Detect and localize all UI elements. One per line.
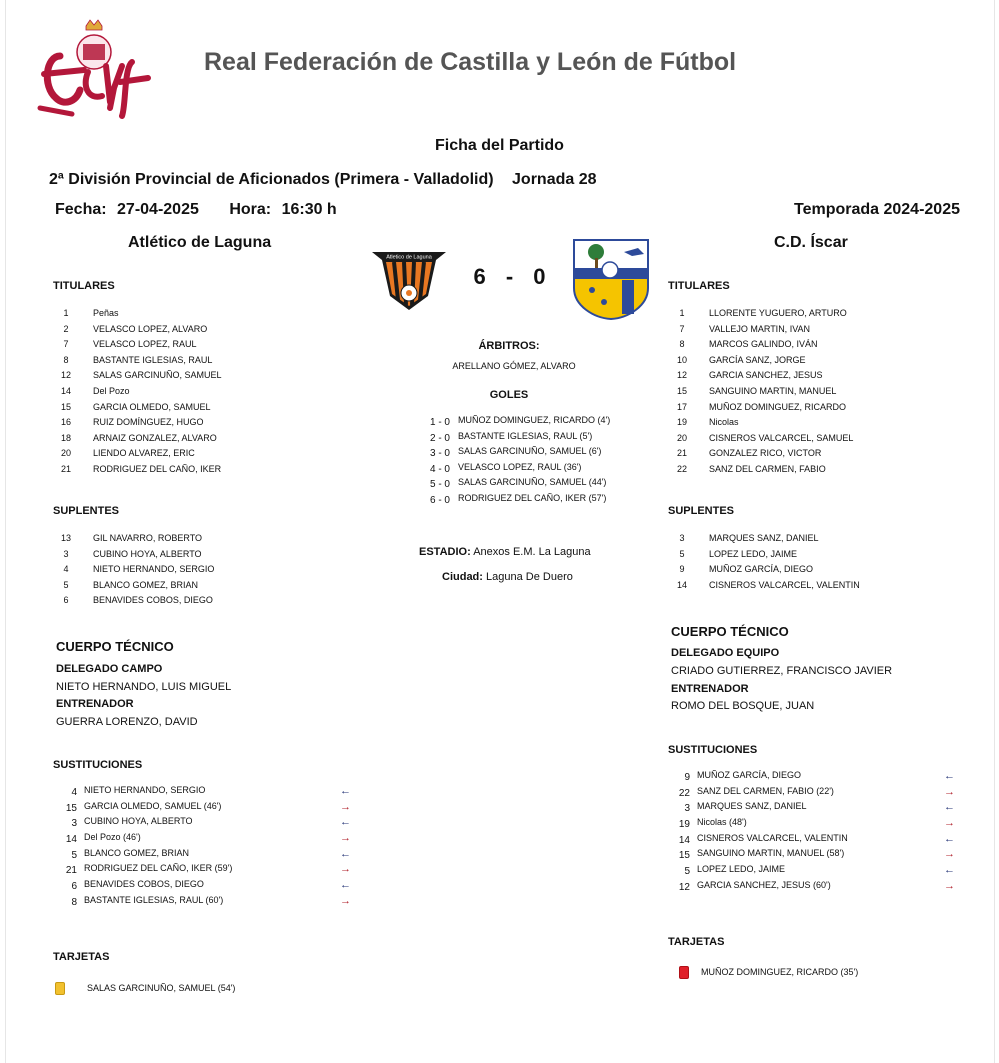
goal-row: [420, 462, 680, 478]
away-crest: [572, 238, 650, 320]
goals-title: GOLES: [489, 389, 529, 401]
player-row: [57, 402, 337, 418]
player-name: VELASCO LOPEZ, RAUL: [93, 339, 197, 350]
away-staff-role: ENTRENADOR: [671, 683, 749, 695]
goal-score: 2 - 0: [429, 432, 450, 444]
player-number: 1: [63, 308, 69, 318]
arrow-right-icon: →: [340, 863, 351, 876]
player-row: [57, 370, 337, 386]
player-number: 16: [60, 417, 71, 428]
city-line: [442, 571, 573, 583]
substitution-number: 6: [71, 881, 77, 893]
away-starters-title: TITULARES: [668, 280, 730, 292]
substitution-row: [55, 816, 355, 832]
player-name: GARCIA SANCHEZ, JESUS: [709, 370, 823, 381]
arrow-left-icon: ←: [340, 816, 351, 829]
player-name: LLORENTE YUGUERO, ARTURO: [709, 308, 847, 318]
home-subs-list: [57, 533, 337, 611]
player-name: LOPEZ LEDO, JAIME: [709, 548, 798, 559]
time-label: Hora:: [229, 201, 272, 218]
substitution-row: [668, 770, 963, 786]
goal-score: 1 - 0: [429, 417, 450, 428]
home-cards-title: TARJETAS: [53, 951, 110, 963]
player-row: [57, 386, 337, 402]
substitution-player: SANZ DEL CARMEN, FABIO (22'): [697, 785, 834, 796]
away-card-row: [679, 966, 859, 979]
player-row: [673, 564, 953, 580]
player-number: 13: [60, 533, 71, 543]
goal-scorer: MUÑOZ DOMINGUEZ, RICARDO (4'): [458, 415, 611, 425]
player-number: 7: [63, 339, 69, 350]
player-number: 18: [60, 432, 71, 443]
home-staff-role: ENTRENADOR: [56, 698, 134, 710]
arrow-left-icon: ←: [340, 847, 351, 860]
player-number: 12: [60, 370, 71, 381]
federation-logo: [36, 16, 156, 120]
substitution-player: MUÑOZ GARCÍA, DIEGO: [697, 770, 802, 780]
arrow-right-icon: →: [340, 800, 351, 813]
substitution-number: 19: [678, 819, 690, 831]
goal-row: [420, 431, 680, 447]
away-staff-name: CRIADO GUTIERREZ, FRANCISCO JAVIER: [671, 665, 893, 677]
substitution-number: 5: [71, 849, 77, 861]
player-row: [57, 417, 337, 433]
player-name: BENAVIDES COBOS, DIEGO: [93, 595, 213, 606]
player-number: 3: [63, 548, 69, 559]
goal-row: [420, 493, 680, 509]
player-name: MARCOS GALINDO, IVÁN: [709, 339, 818, 350]
substitution-row: [55, 895, 355, 911]
federation-logo-icon: [36, 16, 156, 120]
player-name: SANGUINO MARTIN, MANUEL: [709, 385, 837, 396]
away-subs-title: SUPLENTES: [668, 505, 735, 517]
goal-scorer: SALAS GARCINUÑO, SAMUEL (6'): [458, 446, 602, 457]
substitution-row: [55, 848, 355, 864]
home-starters-title: TITULARES: [53, 280, 115, 292]
player-row: [673, 386, 953, 402]
substitution-row: [668, 848, 963, 864]
substitution-number: 3: [684, 803, 690, 815]
federation-title: Real Federación de Castilla y León de Fútbol: [204, 48, 737, 76]
substitution-row: [668, 786, 963, 802]
player-row: [673, 549, 953, 565]
player-number: 2: [63, 323, 69, 334]
home-card-text: SALAS GARCINUÑO, SAMUEL (54'): [87, 983, 236, 993]
competition-line: [49, 171, 611, 189]
player-name: NIETO HERNANDO, SERGIO: [93, 564, 215, 575]
home-staff-title: CUERPO TÉCNICO: [56, 639, 174, 654]
home-crest-icon: [370, 246, 448, 312]
yellow-card-icon: [55, 982, 65, 995]
final-score: [460, 264, 560, 290]
player-number: 8: [679, 339, 685, 350]
substitution-row: [55, 785, 355, 801]
away-staff-name: ROMO DEL BOSQUE, JUAN: [671, 700, 815, 712]
substitution-number: 9: [684, 772, 690, 783]
substitution-row: [668, 880, 963, 896]
player-number: 7: [679, 323, 685, 334]
player-name: RUIZ DOMÍNGUEZ, HUGO: [93, 417, 204, 428]
away-goals: 0: [533, 264, 547, 289]
document-title: Ficha del Partido: [435, 137, 564, 154]
arrow-left-icon: ←: [340, 879, 351, 892]
player-row: [57, 339, 337, 355]
player-number: 9: [679, 564, 685, 575]
player-row: [57, 595, 337, 611]
player-name: CISNEROS VALCARCEL, SAMUEL: [709, 432, 854, 443]
substitution-number: 5: [684, 866, 690, 878]
player-name: SANZ DEL CARMEN, FABIO: [709, 463, 826, 474]
player-number: 3: [679, 533, 685, 543]
arrow-right-icon: →: [944, 817, 955, 830]
player-name: MUÑOZ GARCÍA, DIEGO: [709, 564, 814, 575]
home-goals: 6: [473, 264, 487, 289]
substitution-number: 14: [678, 834, 690, 846]
goal-score: 5 - 0: [429, 479, 450, 491]
player-number: 10: [676, 354, 687, 365]
substitution-player: NIETO HERNANDO, SERGIO: [84, 785, 206, 795]
player-number: 4: [63, 564, 69, 575]
home-staff-name: GUERRA LORENZO, DAVID: [56, 716, 198, 728]
arrow-right-icon: →: [944, 785, 955, 798]
player-row: [57, 448, 337, 464]
player-name: Peñas: [93, 308, 119, 318]
home-crest-text: Atletico de Laguna: [386, 254, 432, 261]
goal-row: [420, 415, 680, 431]
player-row: [57, 564, 337, 580]
player-name: GIL NAVARRO, ROBERTO: [93, 533, 203, 543]
goal-scorer: BASTANTE IGLESIAS, RAUL (5'): [458, 430, 593, 441]
goal-row: [420, 477, 680, 493]
goal-score: 6 - 0: [429, 494, 450, 506]
player-number: 5: [679, 548, 685, 559]
player-number: 15: [676, 385, 687, 396]
away-starters-list: [673, 308, 953, 480]
player-name: SALAS GARCINUÑO, SAMUEL: [93, 370, 222, 381]
player-row: [673, 580, 953, 596]
round-label: Jornada 28: [512, 171, 597, 188]
goals-list: [420, 415, 680, 509]
arrow-left-icon: ←: [944, 770, 955, 782]
player-row: [57, 433, 337, 449]
player-row: [673, 339, 953, 355]
substitution-row: [668, 833, 963, 849]
substitution-number: 8: [71, 896, 77, 908]
substitution-player: Del Pozo (46'): [84, 832, 141, 843]
arrow-left-icon: ←: [944, 832, 955, 845]
goal-scorer: VELASCO LOPEZ, RAUL (36'): [458, 461, 582, 472]
stadium-line: [419, 546, 591, 558]
goal-score: 4 - 0: [429, 463, 450, 475]
player-row: [673, 324, 953, 340]
player-number: 15: [60, 401, 71, 412]
substitution-row: [668, 864, 963, 880]
player-number: 20: [60, 448, 71, 459]
player-name: GONZALEZ RICO, VICTOR: [709, 448, 822, 459]
player-row: [673, 464, 953, 480]
player-row: [57, 308, 337, 324]
player-row: [673, 370, 953, 386]
player-number: 14: [676, 579, 687, 590]
arrow-left-icon: ←: [340, 785, 351, 797]
player-row: [57, 355, 337, 371]
player-row: [57, 549, 337, 565]
goal-score: 3 - 0: [429, 448, 450, 460]
home-substitutions-list: [55, 785, 355, 911]
away-substitutions-list: [668, 770, 963, 896]
red-card-icon: [679, 966, 689, 979]
substitution-player: BLANCO GOMEZ, BRIAN: [84, 847, 190, 858]
substitution-number: 4: [71, 787, 77, 798]
substitution-row: [55, 863, 355, 879]
home-substitutions-title: SUSTITUCIONES: [53, 759, 143, 771]
player-name: BLANCO GOMEZ, BRIAN: [93, 579, 199, 590]
goal-scorer: RODRIGUEZ DEL CAÑO, IKER (57'): [458, 492, 607, 503]
substitution-player: GARCIA SANCHEZ, JESUS (60'): [697, 879, 831, 890]
home-team-name: Atlético de Laguna: [128, 234, 272, 251]
player-name: VELASCO LOPEZ, ALVARO: [93, 323, 208, 334]
player-number: 1: [679, 308, 685, 318]
player-number: 12: [676, 370, 687, 381]
substitution-player: BENAVIDES COBOS, DIEGO: [84, 879, 204, 890]
goal-scorer: SALAS GARCINUÑO, SAMUEL (44'): [458, 477, 607, 488]
time-value: 16:30 h: [281, 201, 337, 218]
player-row: [57, 464, 337, 480]
player-name: RODRIGUEZ DEL CAÑO, IKER: [93, 463, 222, 474]
substitution-number: 21: [65, 865, 77, 877]
substitution-player: BASTANTE IGLESIAS, RAUL (60'): [84, 894, 224, 905]
away-team-name: C.D. Íscar: [774, 234, 848, 251]
player-number: 17: [676, 401, 687, 412]
player-row: [673, 402, 953, 418]
player-row: [673, 417, 953, 433]
goal-row: [420, 446, 680, 462]
player-name: BASTANTE IGLESIAS, RAUL: [93, 354, 213, 365]
substitution-player: RODRIGUEZ DEL CAÑO, IKER (59'): [84, 863, 233, 874]
player-name: VALLEJO MARTIN, IVAN: [709, 323, 811, 334]
substitution-number: 14: [65, 834, 77, 846]
away-staff-title: CUERPO TÉCNICO: [671, 624, 789, 639]
player-name: ARNAIZ GONZALEZ, ALVARO: [93, 432, 217, 443]
arrow-right-icon: →: [944, 879, 955, 892]
player-number: 21: [676, 448, 687, 459]
substitution-player: GARCIA OLMEDO, SAMUEL (46'): [84, 800, 222, 811]
player-row: [57, 324, 337, 340]
date-value: 27-04-2025: [117, 201, 199, 218]
substitution-player: CISNEROS VALCARCEL, VALENTIN: [697, 832, 848, 843]
player-number: 14: [60, 385, 71, 396]
substitution-number: 22: [678, 787, 690, 799]
substitution-number: 3: [71, 818, 77, 830]
substitution-player: Nicolas (48'): [697, 817, 747, 828]
season-label: Temporada 2024-2025: [793, 201, 960, 218]
home-starters-list: [57, 308, 337, 480]
home-staff-role: DELEGADO CAMPO: [56, 663, 163, 675]
player-number: 20: [676, 432, 687, 443]
substitution-row: [668, 817, 963, 833]
date-label: Fecha:: [55, 201, 107, 218]
city-label: Ciudad:: [442, 571, 483, 583]
player-row: [673, 355, 953, 371]
player-name: Del Pozo: [93, 385, 130, 396]
home-crest: [370, 246, 448, 312]
player-number: 19: [676, 417, 687, 428]
substitution-row: [55, 801, 355, 817]
player-row: [673, 308, 953, 324]
referees-title: ÁRBITROS:: [478, 340, 540, 352]
referee-name: ARELLANO GÓMEZ, ALVARO: [452, 361, 576, 371]
away-crest-icon: [572, 238, 650, 320]
away-staff-role: DELEGADO EQUIPO: [671, 647, 780, 659]
away-cards-title: TARJETAS: [668, 936, 725, 948]
home-card-row: [55, 982, 236, 995]
substitution-number: 15: [65, 802, 77, 814]
player-name: MUÑOZ DOMINGUEZ, RICARDO: [709, 401, 846, 412]
player-name: CISNEROS VALCARCEL, VALENTIN: [709, 579, 860, 590]
substitution-player: LOPEZ LEDO, JAIME: [697, 864, 786, 875]
competition-name: 2ª División Provincial de Aficionados (Primera - Valladolid): [49, 171, 494, 188]
player-name: GARCIA OLMEDO, SAMUEL: [93, 401, 211, 412]
date-time-line: [55, 201, 337, 219]
substitution-row: [55, 879, 355, 895]
player-row: [673, 448, 953, 464]
home-staff-name: NIETO HERNANDO, LUIS MIGUEL: [56, 681, 232, 693]
substitution-row: [668, 801, 963, 817]
away-substitutions-title: SUSTITUCIONES: [668, 744, 758, 756]
player-number: 21: [60, 463, 71, 474]
substitution-row: [55, 832, 355, 848]
player-row: [673, 433, 953, 449]
player-name: CUBINO HOYA, ALBERTO: [93, 548, 202, 559]
stadium-value: Anexos E.M. La Laguna: [473, 546, 591, 558]
score-separator: -: [505, 264, 515, 289]
player-number: 8: [63, 354, 69, 365]
substitution-player: SANGUINO MARTIN, MANUEL (58'): [697, 848, 845, 859]
player-number: 22: [676, 463, 687, 474]
substitution-player: CUBINO HOYA, ALBERTO: [84, 816, 193, 827]
arrow-right-icon: →: [944, 848, 955, 861]
substitution-number: 12: [678, 881, 690, 893]
arrow-right-icon: →: [340, 832, 351, 845]
city-value: Laguna De Duero: [486, 571, 573, 583]
player-number: 6: [63, 595, 69, 606]
player-name: MARQUES SANZ, DANIEL: [709, 533, 819, 543]
home-subs-title: SUPLENTES: [53, 505, 120, 517]
player-name: LIENDO ALVAREZ, ERIC: [93, 448, 195, 459]
player-row: [673, 533, 953, 549]
player-name: GARCÍA SANZ, JORGE: [709, 354, 806, 365]
arrow-right-icon: →: [340, 894, 351, 907]
substitution-player: MARQUES SANZ, DANIEL: [697, 801, 807, 812]
arrow-left-icon: ←: [944, 801, 955, 814]
arrow-left-icon: ←: [944, 864, 955, 877]
stadium-label: ESTADIO:: [419, 546, 471, 558]
player-row: [57, 580, 337, 596]
away-card-text: MUÑOZ DOMINGUEZ, RICARDO (35'): [701, 967, 859, 977]
player-row: [57, 533, 337, 549]
away-subs-list: [673, 533, 953, 595]
player-name: Nicolas: [709, 417, 739, 428]
player-number: 5: [63, 579, 69, 590]
substitution-number: 15: [678, 850, 690, 862]
